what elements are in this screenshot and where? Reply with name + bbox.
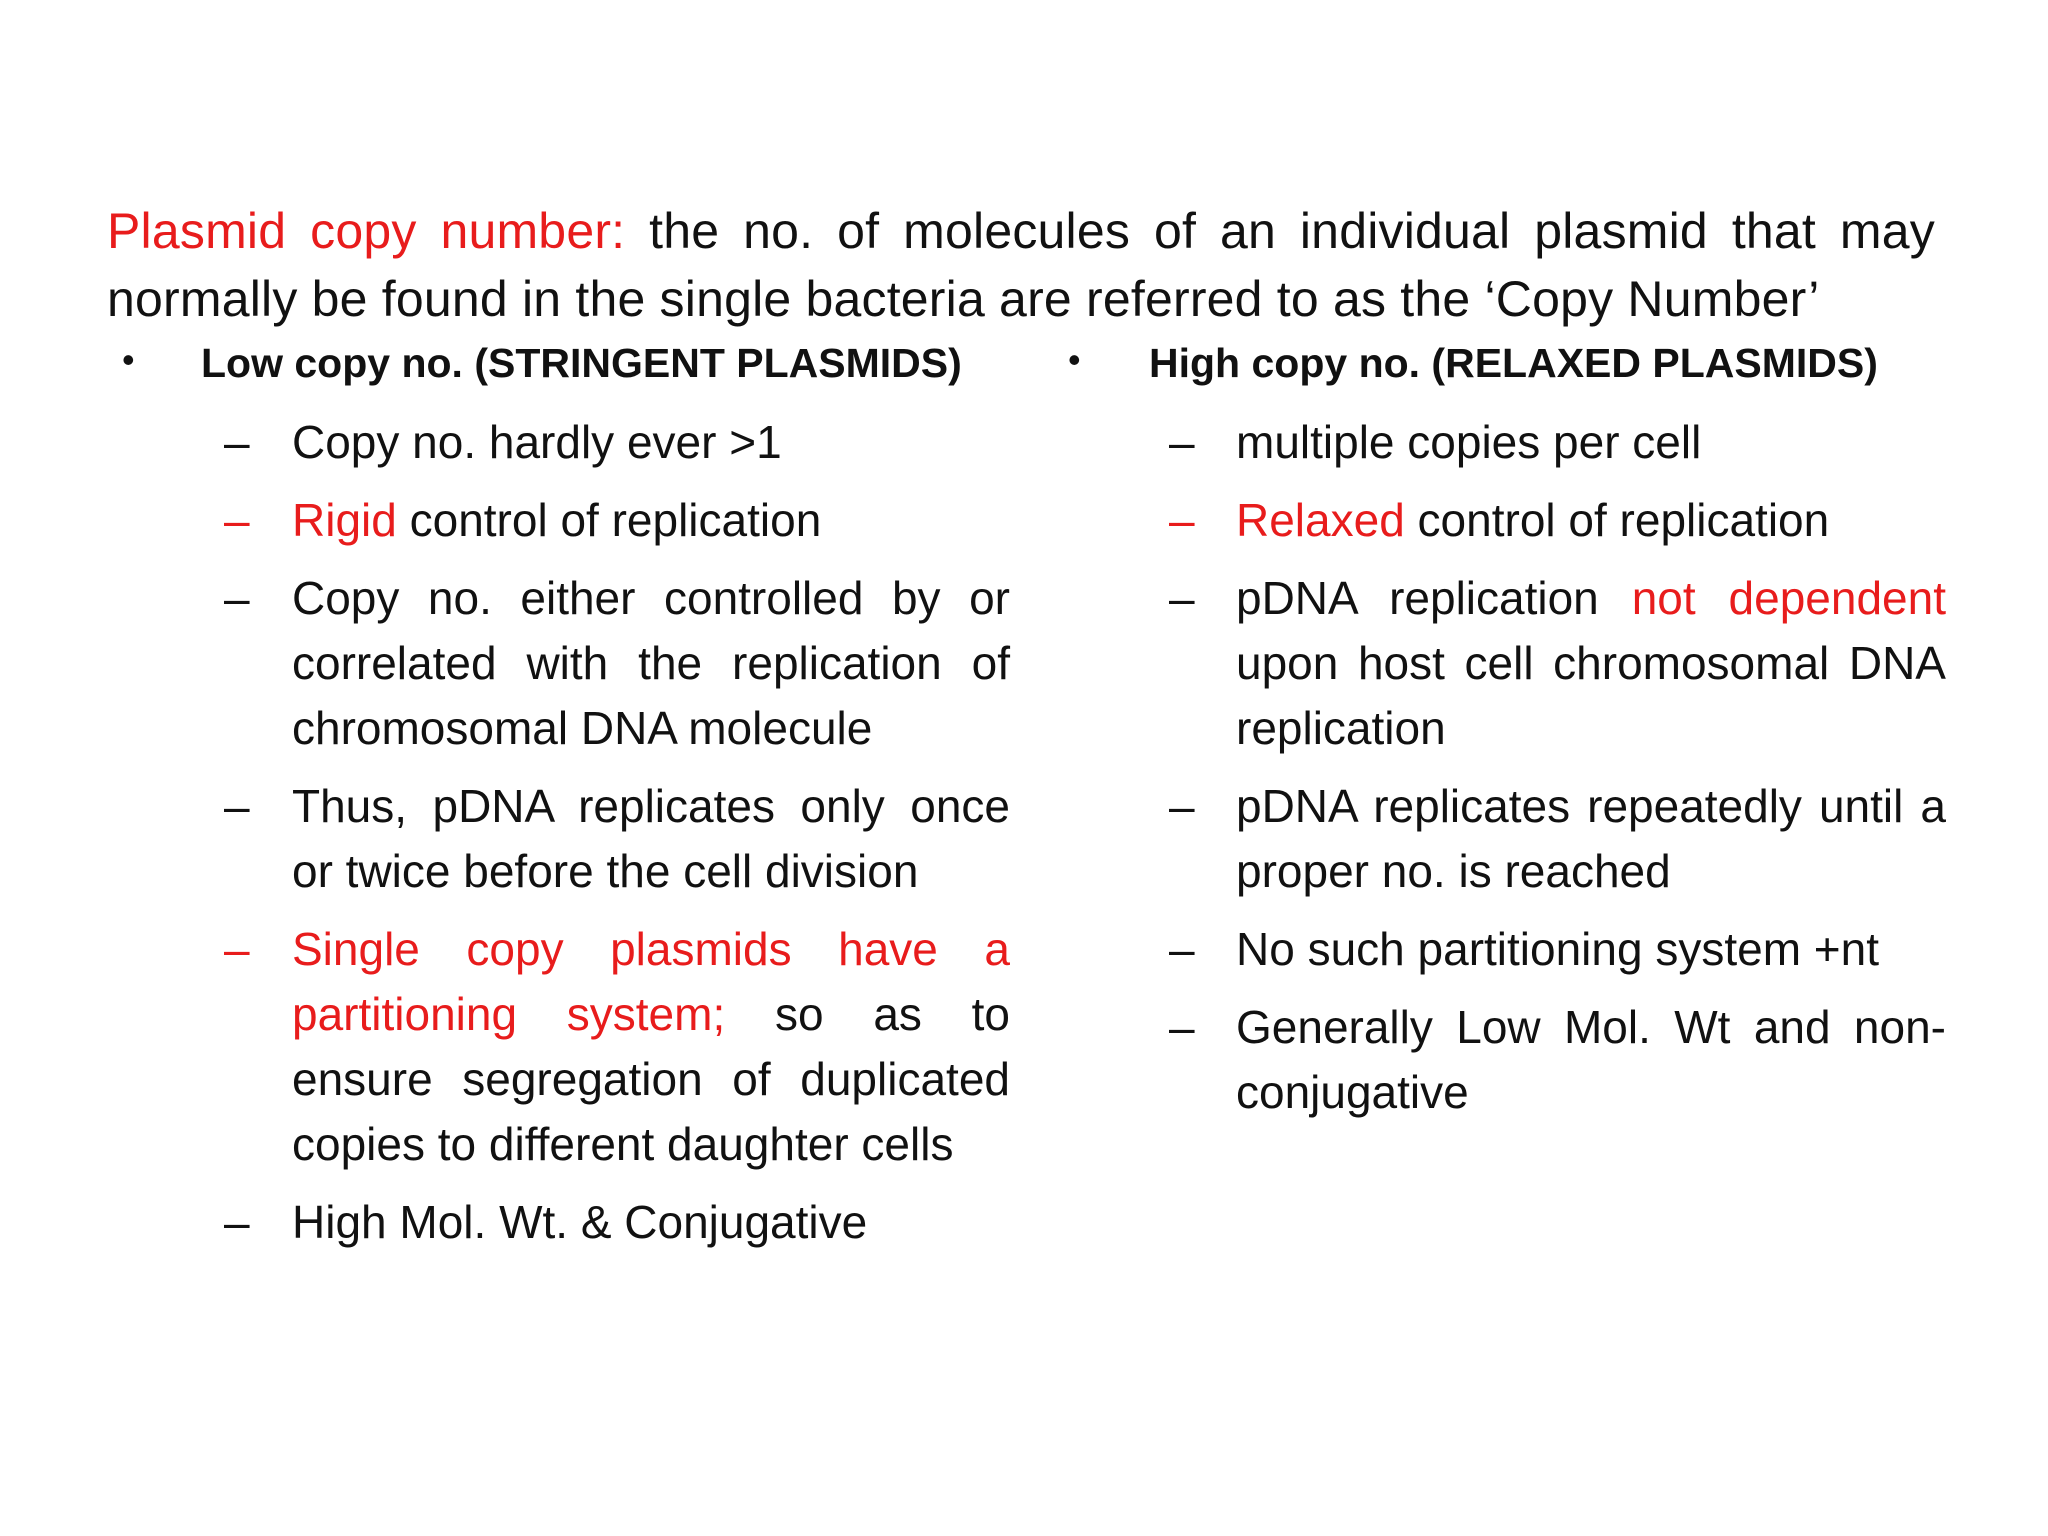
right-heading-row [1068, 330, 1946, 400]
dash-icon: – [1169, 572, 1195, 624]
left-column [122, 330, 1017, 1268]
intro-term: Plasmid copy number: [107, 203, 626, 259]
list-item [1068, 917, 1946, 982]
intro-definition: the no. of molecules of an individual plasmid that may normally be found in the single bacteria are referred to as the ‘Copy Number’ [107, 203, 1935, 327]
item-text: pDNA replicates repeatedly until a proper no. is reached [1236, 780, 1946, 897]
list-item [1068, 995, 1946, 1125]
dash-icon: – [1169, 416, 1195, 468]
dash-icon: – [224, 780, 250, 832]
item-text: so as to ensure segregation of duplicated copies to different daughter cells [292, 988, 1011, 1170]
dash-icon: – [224, 572, 250, 624]
bullet-icon: • [1068, 339, 1081, 380]
item-text: Generally Low Mol. Wt and non-conjugative [1236, 1001, 1946, 1118]
item-text: upon host cell chromosomal DNA replication [1236, 637, 1946, 754]
item-highlight: not dependent [1631, 572, 1946, 624]
list-item [122, 774, 1010, 904]
left-heading: Low copy no. (STRINGENT PLASMIDS) [201, 340, 962, 386]
dash-icon: – [1169, 923, 1195, 975]
dash-icon: – [1169, 494, 1195, 546]
list-item [1068, 488, 1946, 553]
dash-icon: – [224, 1196, 250, 1248]
item-highlight: Single copy plasmids have a partitioning system; [292, 923, 1010, 1040]
item-text: High Mol. Wt. & Conjugative [292, 1196, 868, 1248]
bullet-icon: • [122, 339, 135, 380]
list-item [1068, 566, 1946, 761]
right-list [1068, 410, 1946, 1125]
dash-icon: – [1169, 780, 1195, 832]
list-item [1068, 410, 1946, 475]
list-item [122, 1190, 1010, 1255]
dash-icon: – [224, 416, 250, 468]
item-text: multiple copies per cell [1236, 416, 1702, 468]
list-item [122, 410, 1010, 475]
item-text: control of replication [1404, 494, 1830, 546]
dash-icon: – [224, 923, 250, 975]
right-heading: High copy no. (RELAXED PLASMIDS) [1149, 340, 1878, 386]
dash-icon: – [224, 494, 250, 546]
item-text: Thus, pDNA replicates only once or twice before the cell division [292, 780, 1010, 897]
item-highlight: Rigid [292, 494, 397, 546]
dash-icon: – [1169, 1001, 1195, 1053]
left-list [122, 410, 1017, 1255]
list-item [122, 917, 1010, 1177]
list-item [1068, 774, 1946, 904]
right-column [1068, 330, 1946, 1138]
item-text: control of replication [396, 494, 822, 546]
item-text: Copy no. hardly ever >1 [292, 416, 782, 468]
list-item [122, 488, 1010, 553]
item-text: No such partitioning system +nt [1236, 923, 1880, 975]
item-text-pre: pDNA replication [1236, 572, 1632, 624]
intro-paragraph [107, 197, 1935, 333]
item-text: Copy no. either controlled by or correlated with the replication of chromosomal DNA molecule [292, 572, 1010, 754]
left-heading-row [122, 330, 1017, 400]
item-highlight: Relaxed [1236, 494, 1405, 546]
list-item [122, 566, 1010, 761]
